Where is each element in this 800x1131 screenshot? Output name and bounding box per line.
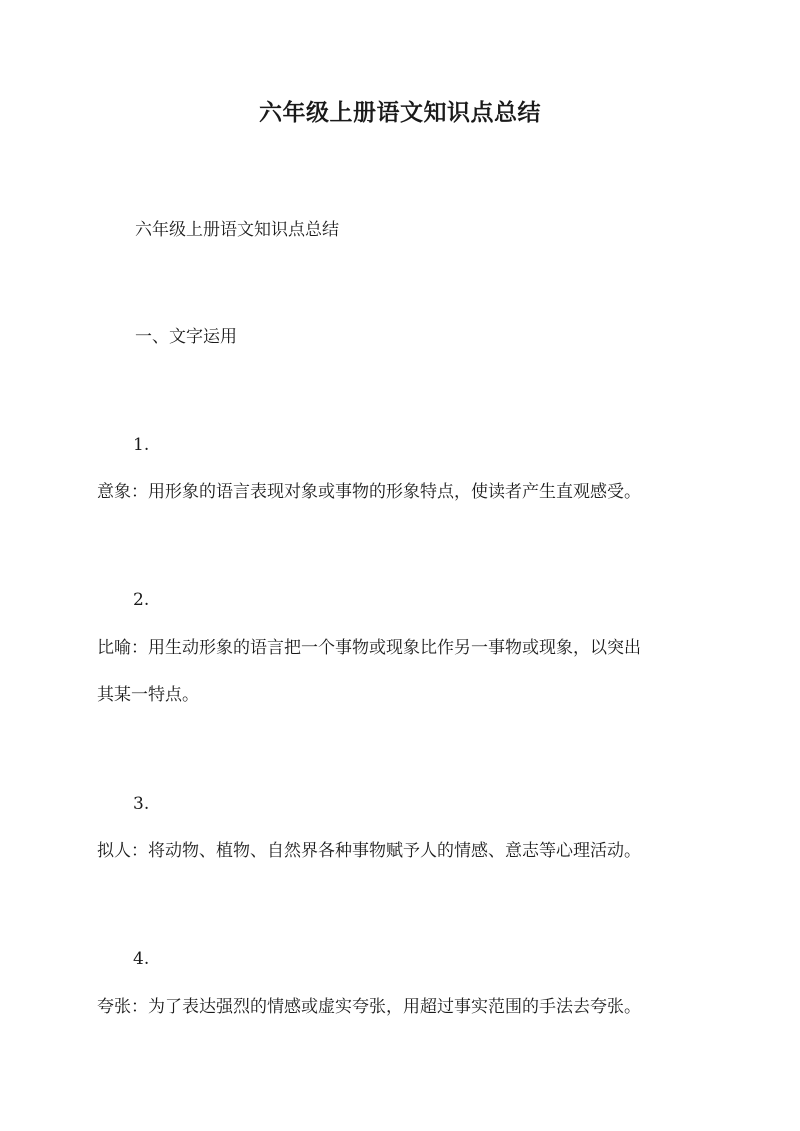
item-text-1: 意象：用形象的语言表现对象或事物的形象特点，使读者产生直观感受。: [97, 482, 641, 502]
document-title: 六年级上册语文知识点总结: [259, 99, 541, 126]
item-number-3: 3.: [133, 794, 150, 814]
item-number-1: 1.: [133, 435, 150, 455]
item-number-4: 4.: [133, 949, 150, 969]
document-subtitle: 六年级上册语文知识点总结: [135, 220, 339, 240]
item-number-2: 2.: [133, 590, 150, 610]
item-text-3: 拟人：将动物、植物、自然界各种事物赋予人的情感、意志等心理活动。: [97, 841, 641, 861]
section-heading: 一、文字运用: [135, 327, 237, 347]
item-text-2-line-2: 其某一特点。: [97, 685, 199, 705]
item-text-4: 夸张：为了表达强烈的情感或虚实夸张，用超过事实范围的手法去夸张。: [97, 997, 641, 1017]
item-text-2-line-1: 比喻：用生动形象的语言把一个事物或现象比作另一事物或现象，以突出: [97, 638, 641, 658]
